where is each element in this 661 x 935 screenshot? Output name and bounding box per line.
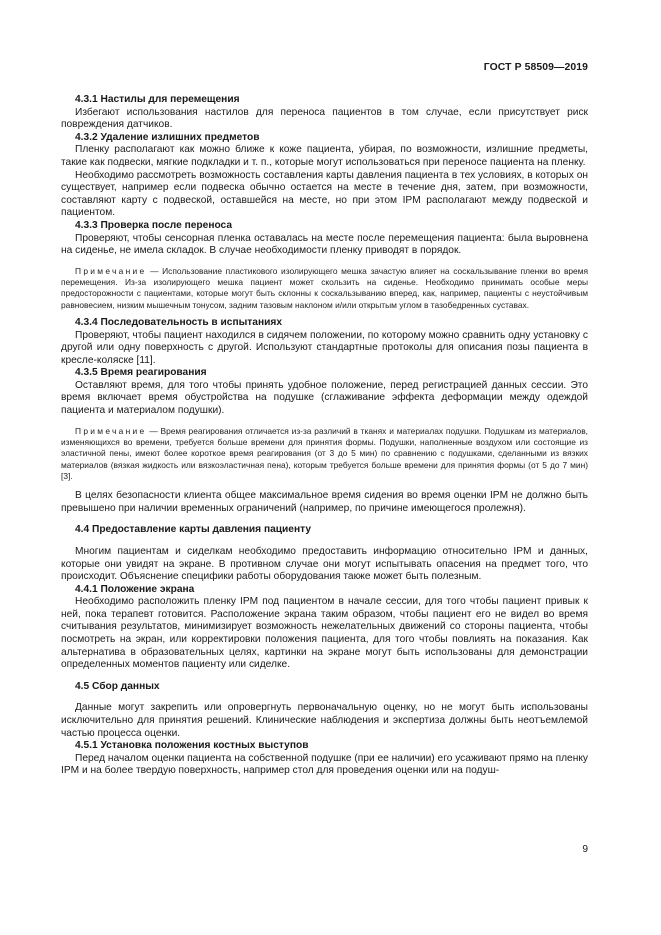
section-heading-4-3-3: 4.3.3 Проверка после переноса	[75, 219, 233, 231]
section-heading-4-5-1: 4.5.1 Установка положения костных выступов	[75, 740, 309, 752]
paragraph: В целях безопасности клиента общее максимальное время сидения во время оценки IPM не должно быть превышено при наличии временных ограничений (например, по причине имеющегося пролежня).	[61, 490, 588, 514]
paragraph: Данные могут закрепить или опровергнуть первоначальную оценку, но не могут быть использованы исключительно для принятия решений. Клинические наблюдения и экспертиза должны быть неотъемлемой частью процесса оценки.	[61, 702, 588, 739]
page-number: 9	[582, 844, 588, 855]
section-heading-4-3-1: 4.3.1 Настилы для перемещения	[75, 94, 240, 105]
paragraph: Оставляют время, для того чтобы принять удобное положение, перед регистрацией данных сессии. Это время включает время обустройства на подушке (сглаживание эффекта деформации между одеждой пациента и материалом подушки).	[61, 379, 588, 417]
section-heading-4-5: 4.5 Сбор данных	[75, 680, 160, 692]
note	[61, 426, 588, 482]
section-heading-4-3-5: 4.3.5 Время реагирования	[75, 367, 207, 379]
paragraph: Избегают использования настилов для переноса пациентов в том случае, если присутствует риск повреждения датчиков.	[61, 106, 588, 131]
note	[61, 266, 588, 311]
section-heading-4-3-2: 4.3.2 Удаление излишних предметов	[75, 131, 260, 143]
section-heading-4-4-1: 4.4.1 Положение экрана	[75, 583, 195, 595]
section-heading-4-3-4: 4.3.4 Последовательность в испытаниях	[75, 316, 282, 328]
paragraph: Пленку располагают как можно ближе к коже пациента, убирая, по возможности, излишние предметы, такие как подвески, мягкие подкладки и т. п., которые могут использоваться при переносе пациента на пленку.	[61, 144, 588, 168]
paragraph: Проверяют, чтобы сенсорная пленка оставалась на месте после перемещения пациента: была выровнена на сиденье, не имела складок. В случае необходимости пленку приводят в порядок.	[61, 232, 588, 257]
note-label: Примечание	[75, 265, 147, 276]
document-body	[61, 90, 588, 778]
note-text: — Использование пластикового изолирующего мешка зачастую влияет на соскальзывание пленки во время перемещения. Из-за изолирующего мешка пациент может скользить на сиденье. Необходимо принимать особые меры предосторожности с пациентами, которые могут быть склонны к соскальзыванию вперед, как, например, пациенты с неустойчивым равновесием, низким мышечным тонусом, задним тазовым наклоном и/или открытым углом в тазобедренных суставах.	[61, 265, 588, 310]
paragraph: Необходимо расположить пленку IPM под пациентом в начале сессии, для того чтобы пациент привык к ней, пока терапевт готовится. Расположение экрана таким образом, чтобы пациент его не видел во время считывания результатов, минимизирует возможность нежелательных движений со стороны пациента, чтобы посмотреть на экран, или корректировки положения пациента, для того чтобы повлиять на показания. Как альтернатива в образовательных целях, картинки на экране могут быть использованы для демонстрации определенных моментов пациенту или сиделке.	[61, 596, 588, 671]
paragraph: Многим пациентам и сиделкам необходимо предоставить информацию относительно IPM и данных, которые они увидят на экране. В противном случае они могут испытывать опасения на предмет того, что происходит. Объяснение специфики работы оборудования также может быть полезным.	[61, 545, 588, 583]
section-heading-4-4: 4.4 Предоставление карты давления пациенту	[75, 524, 312, 536]
paragraph: Перед началом оценки пациента на собственной подушке (при ее наличии) его усаживают прямо на пленку IPM и на более твердую поверхность, например стол для проведения оценки или на подуш-	[61, 752, 588, 777]
note-label: Примечание	[75, 425, 147, 436]
paragraph: Проверяют, чтобы пациент находился в сидячем положении, по которому можно сравнить одну установку с другой или одну поверхность с другой. Используют стандартные протоколы для описания позы пациента в кресле-коляске [11].	[61, 329, 588, 366]
standard-header: ГОСТ Р 58509—2019	[483, 62, 588, 73]
paragraph: Необходимо рассмотреть возможность составления карты давления пациента в тех условиях, в которых он существует, например если подвеска обычно остается на месте в течение дня, затем, при возможности, составляют карту с подвеской, оставшейся на месте, но при этом IPM располагают между подвеской и пациентом.	[61, 169, 588, 219]
note-text: — Время реагирования отличается из-за различий в тканях и материалах подушки. Подушкам из материалов, изменяющихся во времени, требуется больше времени для принятия формы. Подушки, наполненные воздухом или состоящие из эластичной пены, имеют более короткое время реагирования (от 3 до 5 мин) по сравнению с подушками, сделанными из вязких материалов (вязкая жидкость или вязкоэластичная пена), которым требуется больше времени для принятия формы (от 5 до 7 мин) [3].	[61, 425, 588, 481]
